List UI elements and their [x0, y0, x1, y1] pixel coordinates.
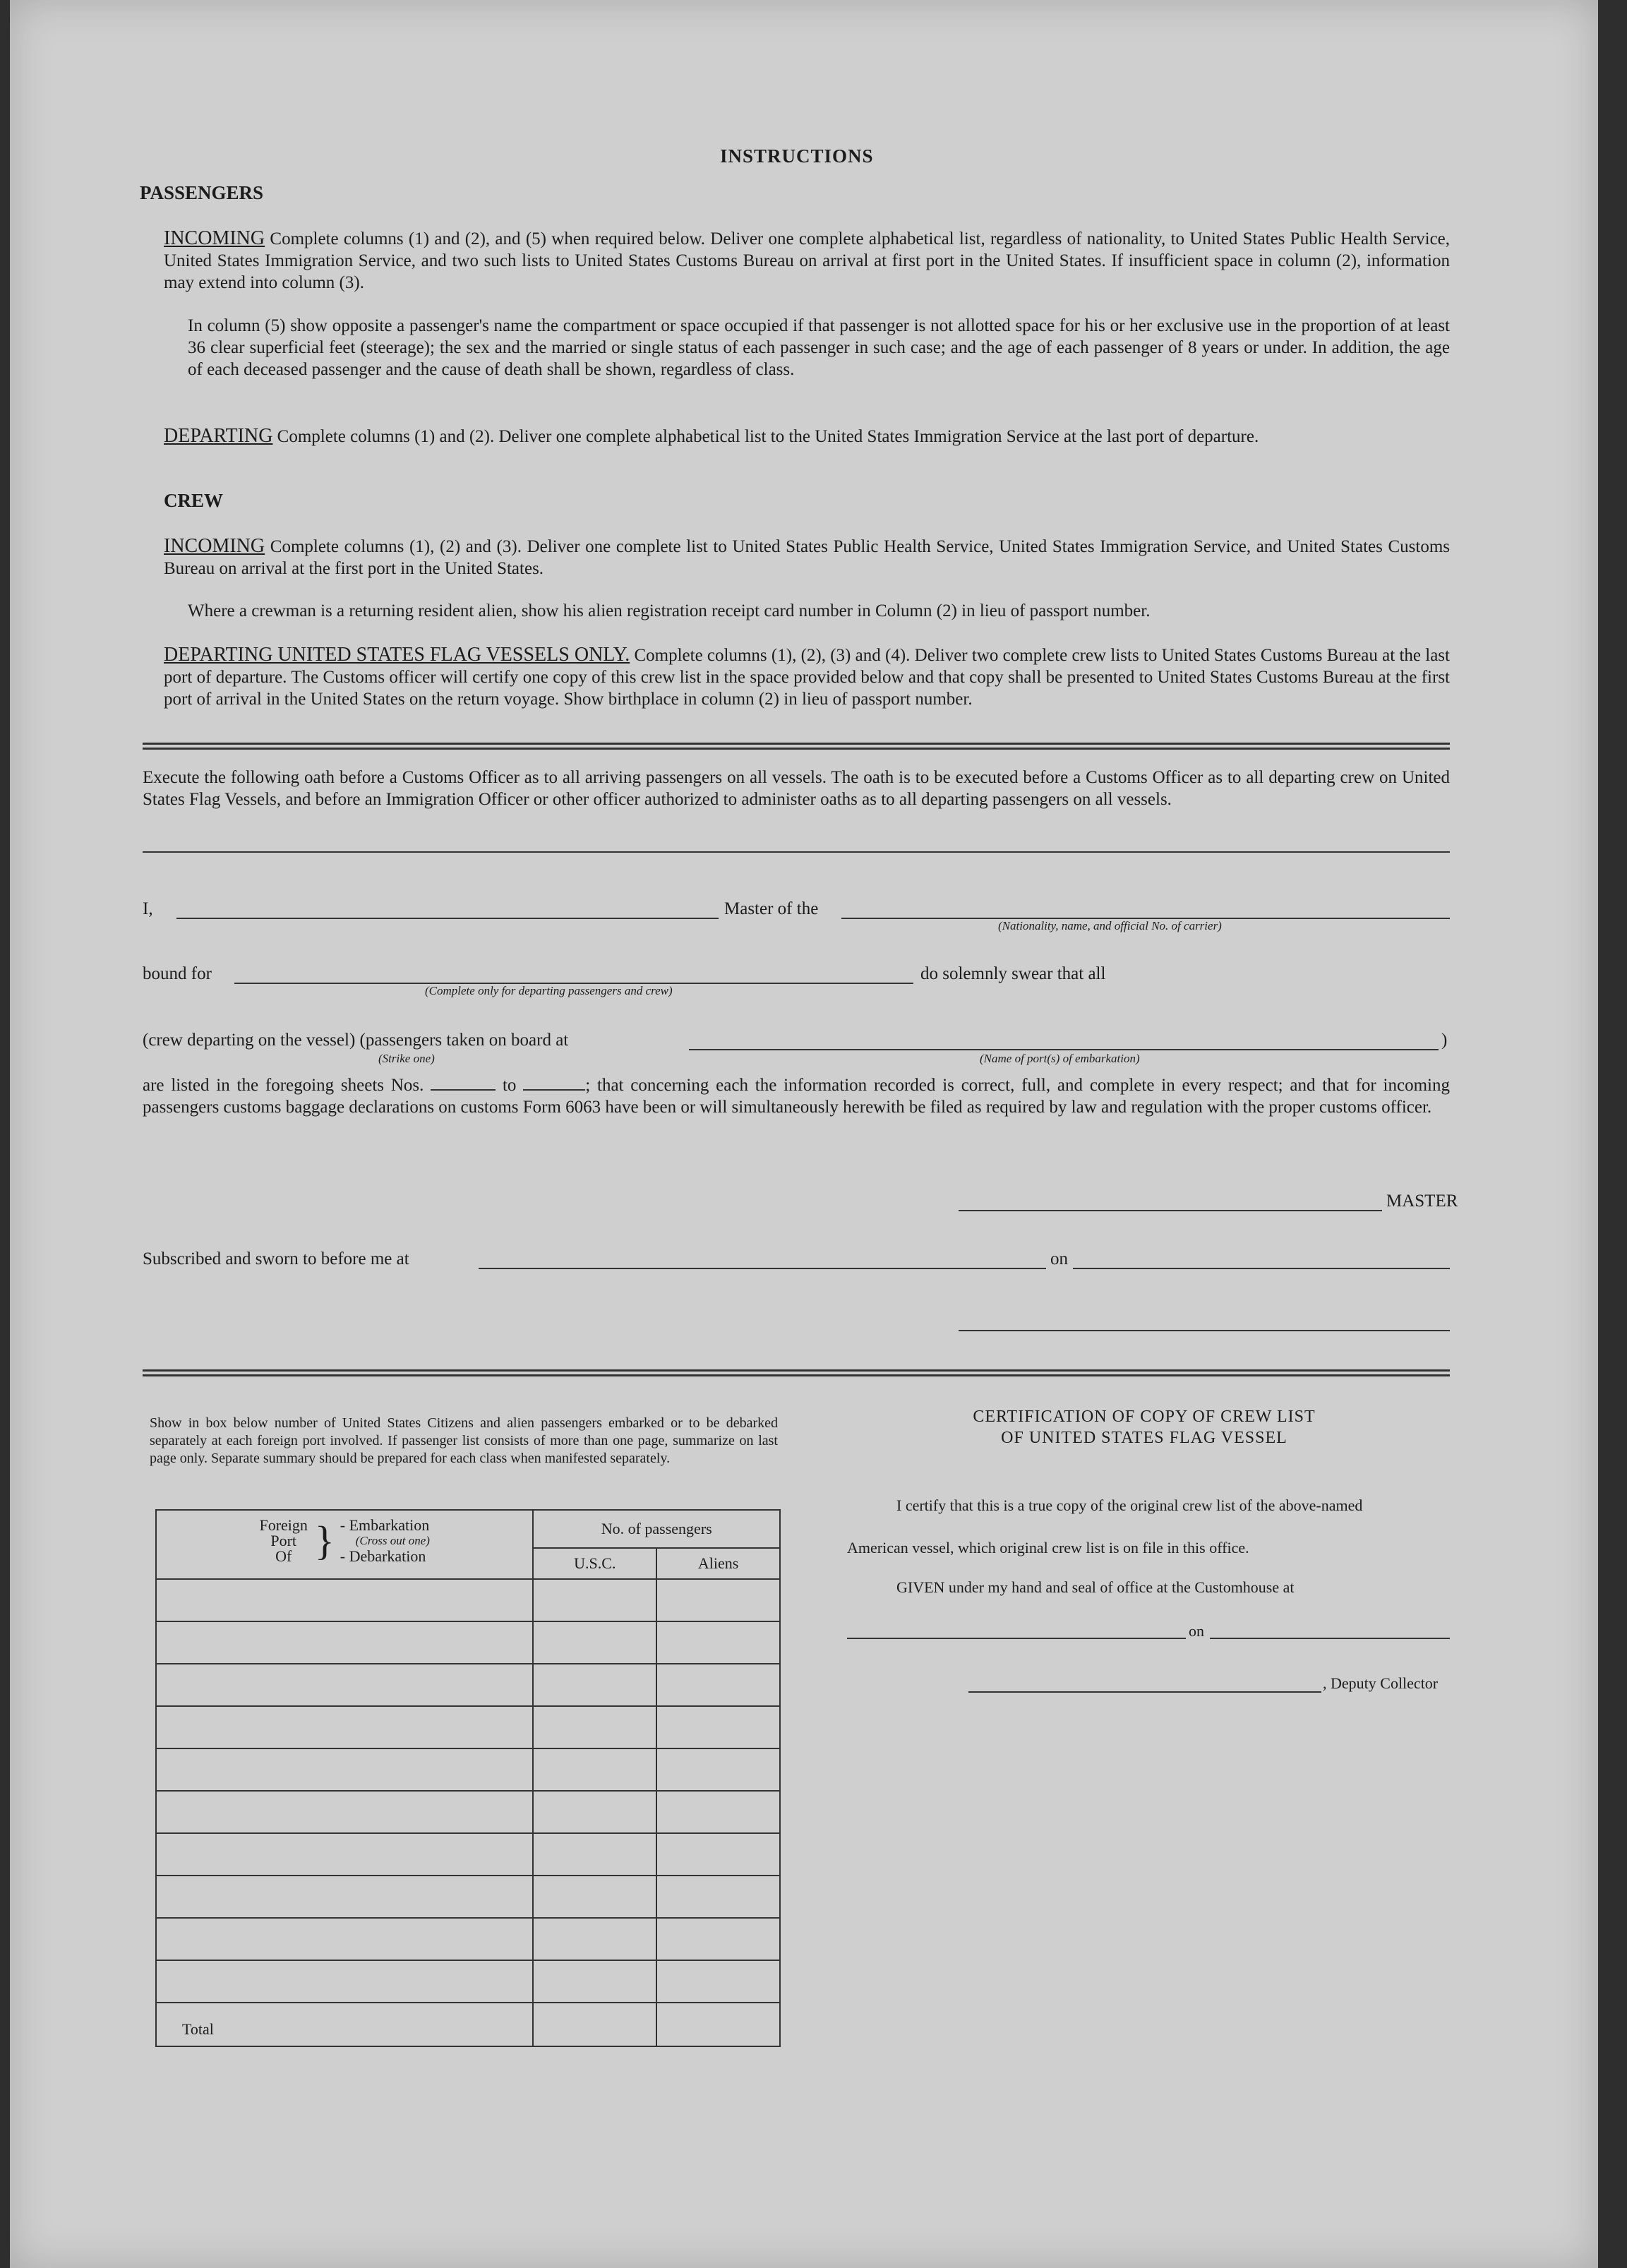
aliens-cell[interactable]	[656, 1833, 780, 1876]
strike-one-hint: (Strike one)	[378, 1052, 435, 1065]
oath-end-divider	[143, 1369, 1450, 1376]
port-cell[interactable]	[156, 1918, 533, 1960]
page-title: INSTRUCTIONS	[720, 145, 874, 167]
usc-cell[interactable]	[533, 1706, 656, 1748]
aliens-header-cell: Aliens	[656, 1548, 780, 1579]
debarkation-label[interactable]: - Debarkation	[340, 1547, 426, 1565]
customhouse-field[interactable]	[847, 1638, 1186, 1639]
crew-incoming-paragraph	[164, 535, 1450, 580]
port-header-cell	[156, 1510, 533, 1579]
summary-row	[156, 1833, 780, 1876]
cross-out-hint: (Cross out one)	[355, 1534, 430, 1547]
passengers-incoming-label: INCOMING	[164, 227, 265, 249]
summary-rows	[156, 1579, 780, 2003]
master-of-label: Master of the	[724, 899, 819, 918]
total-aliens-cell[interactable]	[656, 2003, 780, 2046]
master-signature-field[interactable]	[959, 1210, 1382, 1211]
embark-debark-labels	[340, 1518, 430, 1564]
certify-on-label: on	[1189, 1622, 1204, 1640]
port-cell[interactable]	[156, 1960, 533, 2003]
foreign-port-label	[259, 1518, 307, 1564]
usc-header-cell: U.S.C.	[533, 1548, 656, 1579]
crew-departing-paragraph	[164, 644, 1450, 710]
usc-cell[interactable]	[533, 1664, 656, 1706]
certify-line1: I certify that this is a true copy of the original crew list of the above-named	[896, 1496, 1363, 1514]
summary-row	[156, 1579, 780, 1621]
sheet-from-field[interactable]	[431, 1089, 496, 1091]
listed-text-2: ; that concerning each the information recorded is correct, full, and complete in every respect; and that for incoming passengers customs baggage declarations on customs Form 6063 have been or will simultaneously herewith be filed as required by law and regulation with the proper customs officer.	[143, 1076, 1450, 1117]
crew-heading: CREW	[164, 490, 224, 511]
passengers-column5-paragraph: In column (5) show opposite a passenger's name the compartment or space occupied if that passenger is not allotted space for his or her exclusive use in the proportion of at least 36 clear superficial feet (steerage); the sex and the married or single status of each passenger in such case; and the age of each passenger of 8 years or under. In addition, the age of each deceased passenger and the cause of death shall be shown, regardless of class.	[188, 316, 1450, 379]
oath-divider	[143, 851, 1450, 853]
certification-title-line1: CERTIFICATION OF COPY OF CREW LIST	[973, 1408, 1316, 1426]
usc-cell[interactable]	[533, 1791, 656, 1833]
total-usc-cell[interactable]	[533, 2003, 656, 2046]
subscribed-label: Subscribed and sworn to before me at	[143, 1249, 409, 1268]
bound-for-label: bound for	[143, 964, 212, 983]
close-paren: )	[1441, 1031, 1448, 1050]
embarkation-ports-field[interactable]	[689, 1049, 1439, 1050]
aliens-cell[interactable]	[656, 1876, 780, 1918]
bound-for-hint: (Complete only for departing passengers and crew)	[425, 984, 673, 997]
crew-departing-label: (crew departing on the vessel) (passengers taken on board at	[143, 1031, 569, 1050]
crew-departing-text: Complete columns (1), (2), (3) and (4). Deliver two complete crew lists to United States Customs Bureau at the last port of departure. The Customs officer will certify one copy of this crew list in the space provided below and that copy shall be presented to United States Customs Bureau at the first port of arrival in the United States on the return voyage. Show birthplace in column (2) in lieu of passport number.	[164, 646, 1450, 709]
crew-departing-label: DEPARTING UNITED STATES FLAG VESSELS ONLY.	[164, 644, 630, 666]
sheet-to-field[interactable]	[523, 1089, 585, 1091]
usc-cell[interactable]	[533, 1833, 656, 1876]
deputy-collector-label: , Deputy Collector	[1323, 1674, 1439, 1692]
usc-cell[interactable]	[533, 1748, 656, 1791]
summary-row	[156, 1960, 780, 2003]
crew-resident-alien-paragraph: Where a crewman is a returning resident alien, show his alien registration receipt card number in Column (2) in lieu of passport number.	[188, 601, 1151, 620]
passengers-incoming-paragraph	[164, 227, 1450, 294]
certify-date-field[interactable]	[1210, 1638, 1450, 1639]
sworn-place-field[interactable]	[479, 1268, 1046, 1269]
summary-row	[156, 1621, 780, 1664]
usc-cell[interactable]	[533, 1579, 656, 1621]
summary-instructions: Show in box below number of United States Citizens and alien passengers embarked or to be debarked separately at each foreign port involved. If passenger list consists of more than one page, summarize on last page only. Separate summary should be prepared for each class when manifested separately.	[150, 1415, 778, 1466]
port-cell[interactable]	[156, 1579, 533, 1621]
aliens-cell[interactable]	[656, 1664, 780, 1706]
oath-intro: Execute the following oath before a Customs Officer as to all arriving passengers on all vessels. The oath is to be executed before a Customs Officer as to all departing crew on United States Flag Vessels, and before an Immigration Officer or other officer authorized to administer oaths as to all departing passengers on all vessels.	[143, 768, 1450, 809]
aliens-cell[interactable]	[656, 1748, 780, 1791]
of-label: Of	[275, 1547, 292, 1565]
summary-row	[156, 1918, 780, 1960]
officer-signature-field[interactable]	[959, 1330, 1450, 1331]
passengers-departing-label: DEPARTING	[164, 425, 273, 447]
deputy-signature-field[interactable]	[968, 1691, 1321, 1693]
passengers-departing-paragraph	[164, 425, 1450, 448]
total-label-cell: Total	[156, 2003, 533, 2046]
passenger-summary-table	[155, 1509, 781, 2047]
oath-i-label: I,	[143, 899, 153, 918]
embarkation-label[interactable]: - Embarkation	[340, 1516, 430, 1534]
passengers-header-cell: No. of passengers	[533, 1510, 780, 1548]
to-label: to	[502, 1076, 517, 1095]
aliens-cell[interactable]	[656, 1706, 780, 1748]
ports-hint: (Name of port(s) of embarkation)	[980, 1052, 1140, 1065]
certify-line2: American vessel, which original crew list is on file in this office.	[847, 1539, 1249, 1556]
certification-title-line2: OF UNITED STATES FLAG VESSEL	[1001, 1429, 1287, 1447]
usc-cell[interactable]	[533, 1876, 656, 1918]
port-cell[interactable]	[156, 1706, 533, 1748]
master-name-field[interactable]	[176, 918, 719, 919]
aliens-cell[interactable]	[656, 1621, 780, 1664]
port-cell[interactable]	[156, 1791, 533, 1833]
usc-cell[interactable]	[533, 1918, 656, 1960]
sworn-date-field[interactable]	[1073, 1268, 1450, 1269]
summary-row	[156, 1876, 780, 1918]
port-cell[interactable]	[156, 1833, 533, 1876]
summary-row	[156, 1706, 780, 1748]
listed-paragraph	[143, 1074, 1450, 1118]
given-line: GIVEN under my hand and seal of office at the Customhouse at	[896, 1578, 1295, 1596]
summary-row	[156, 1791, 780, 1833]
certification-title	[847, 1406, 1441, 1448]
port-cell[interactable]	[156, 1664, 533, 1706]
sworn-on-label: on	[1050, 1249, 1068, 1268]
passengers-heading: PASSENGERS	[140, 182, 264, 203]
aliens-cell[interactable]	[656, 1791, 780, 1833]
form-page	[10, 0, 1598, 2268]
crew-incoming-text: Complete columns (1), (2) and (3). Deliver one complete list to United States Public Health Service, United States Immigration Service, and United States Customs Bureau on arrival at the first port in the United States.	[164, 537, 1451, 578]
port-cell[interactable]	[156, 1748, 533, 1791]
summary-row	[156, 1748, 780, 1791]
swear-label: do solemnly swear that all	[920, 964, 1106, 983]
master-label: MASTER	[1386, 1192, 1458, 1211]
aliens-cell[interactable]	[656, 1918, 780, 1960]
carrier-hint: (Nationality, name, and official No. of carrier)	[998, 919, 1222, 932]
port-cell[interactable]	[156, 1876, 533, 1918]
brace-icon: }	[314, 1518, 335, 1564]
aliens-cell[interactable]	[656, 1579, 780, 1621]
section-divider	[143, 743, 1450, 750]
usc-cell[interactable]	[533, 1960, 656, 2003]
summary-row	[156, 1664, 780, 1706]
listed-text-1: are listed in the foregoing sheets Nos.	[143, 1076, 424, 1095]
port-cell[interactable]	[156, 1621, 533, 1664]
passengers-departing-text: Complete columns (1) and (2). Deliver one complete alphabetical list to the United States Immigration Service at the last port of departure.	[277, 427, 1259, 446]
usc-cell[interactable]	[533, 1621, 656, 1664]
aliens-cell[interactable]	[656, 1960, 780, 2003]
crew-incoming-label: INCOMING	[164, 535, 265, 557]
foreign-label: Foreign	[259, 1516, 308, 1534]
port-label: Port	[270, 1532, 297, 1549]
passengers-incoming-text: Complete columns (1) and (2), and (5) when required below. Deliver one complete alphabetical list, regardless of nationality, to United States Public Health Service, United States Immigration Service, and two such lists to United States Customs Bureau on arrival at first port in the United States. If insufficient space in column (2), information may extend into column (3).	[164, 229, 1451, 292]
